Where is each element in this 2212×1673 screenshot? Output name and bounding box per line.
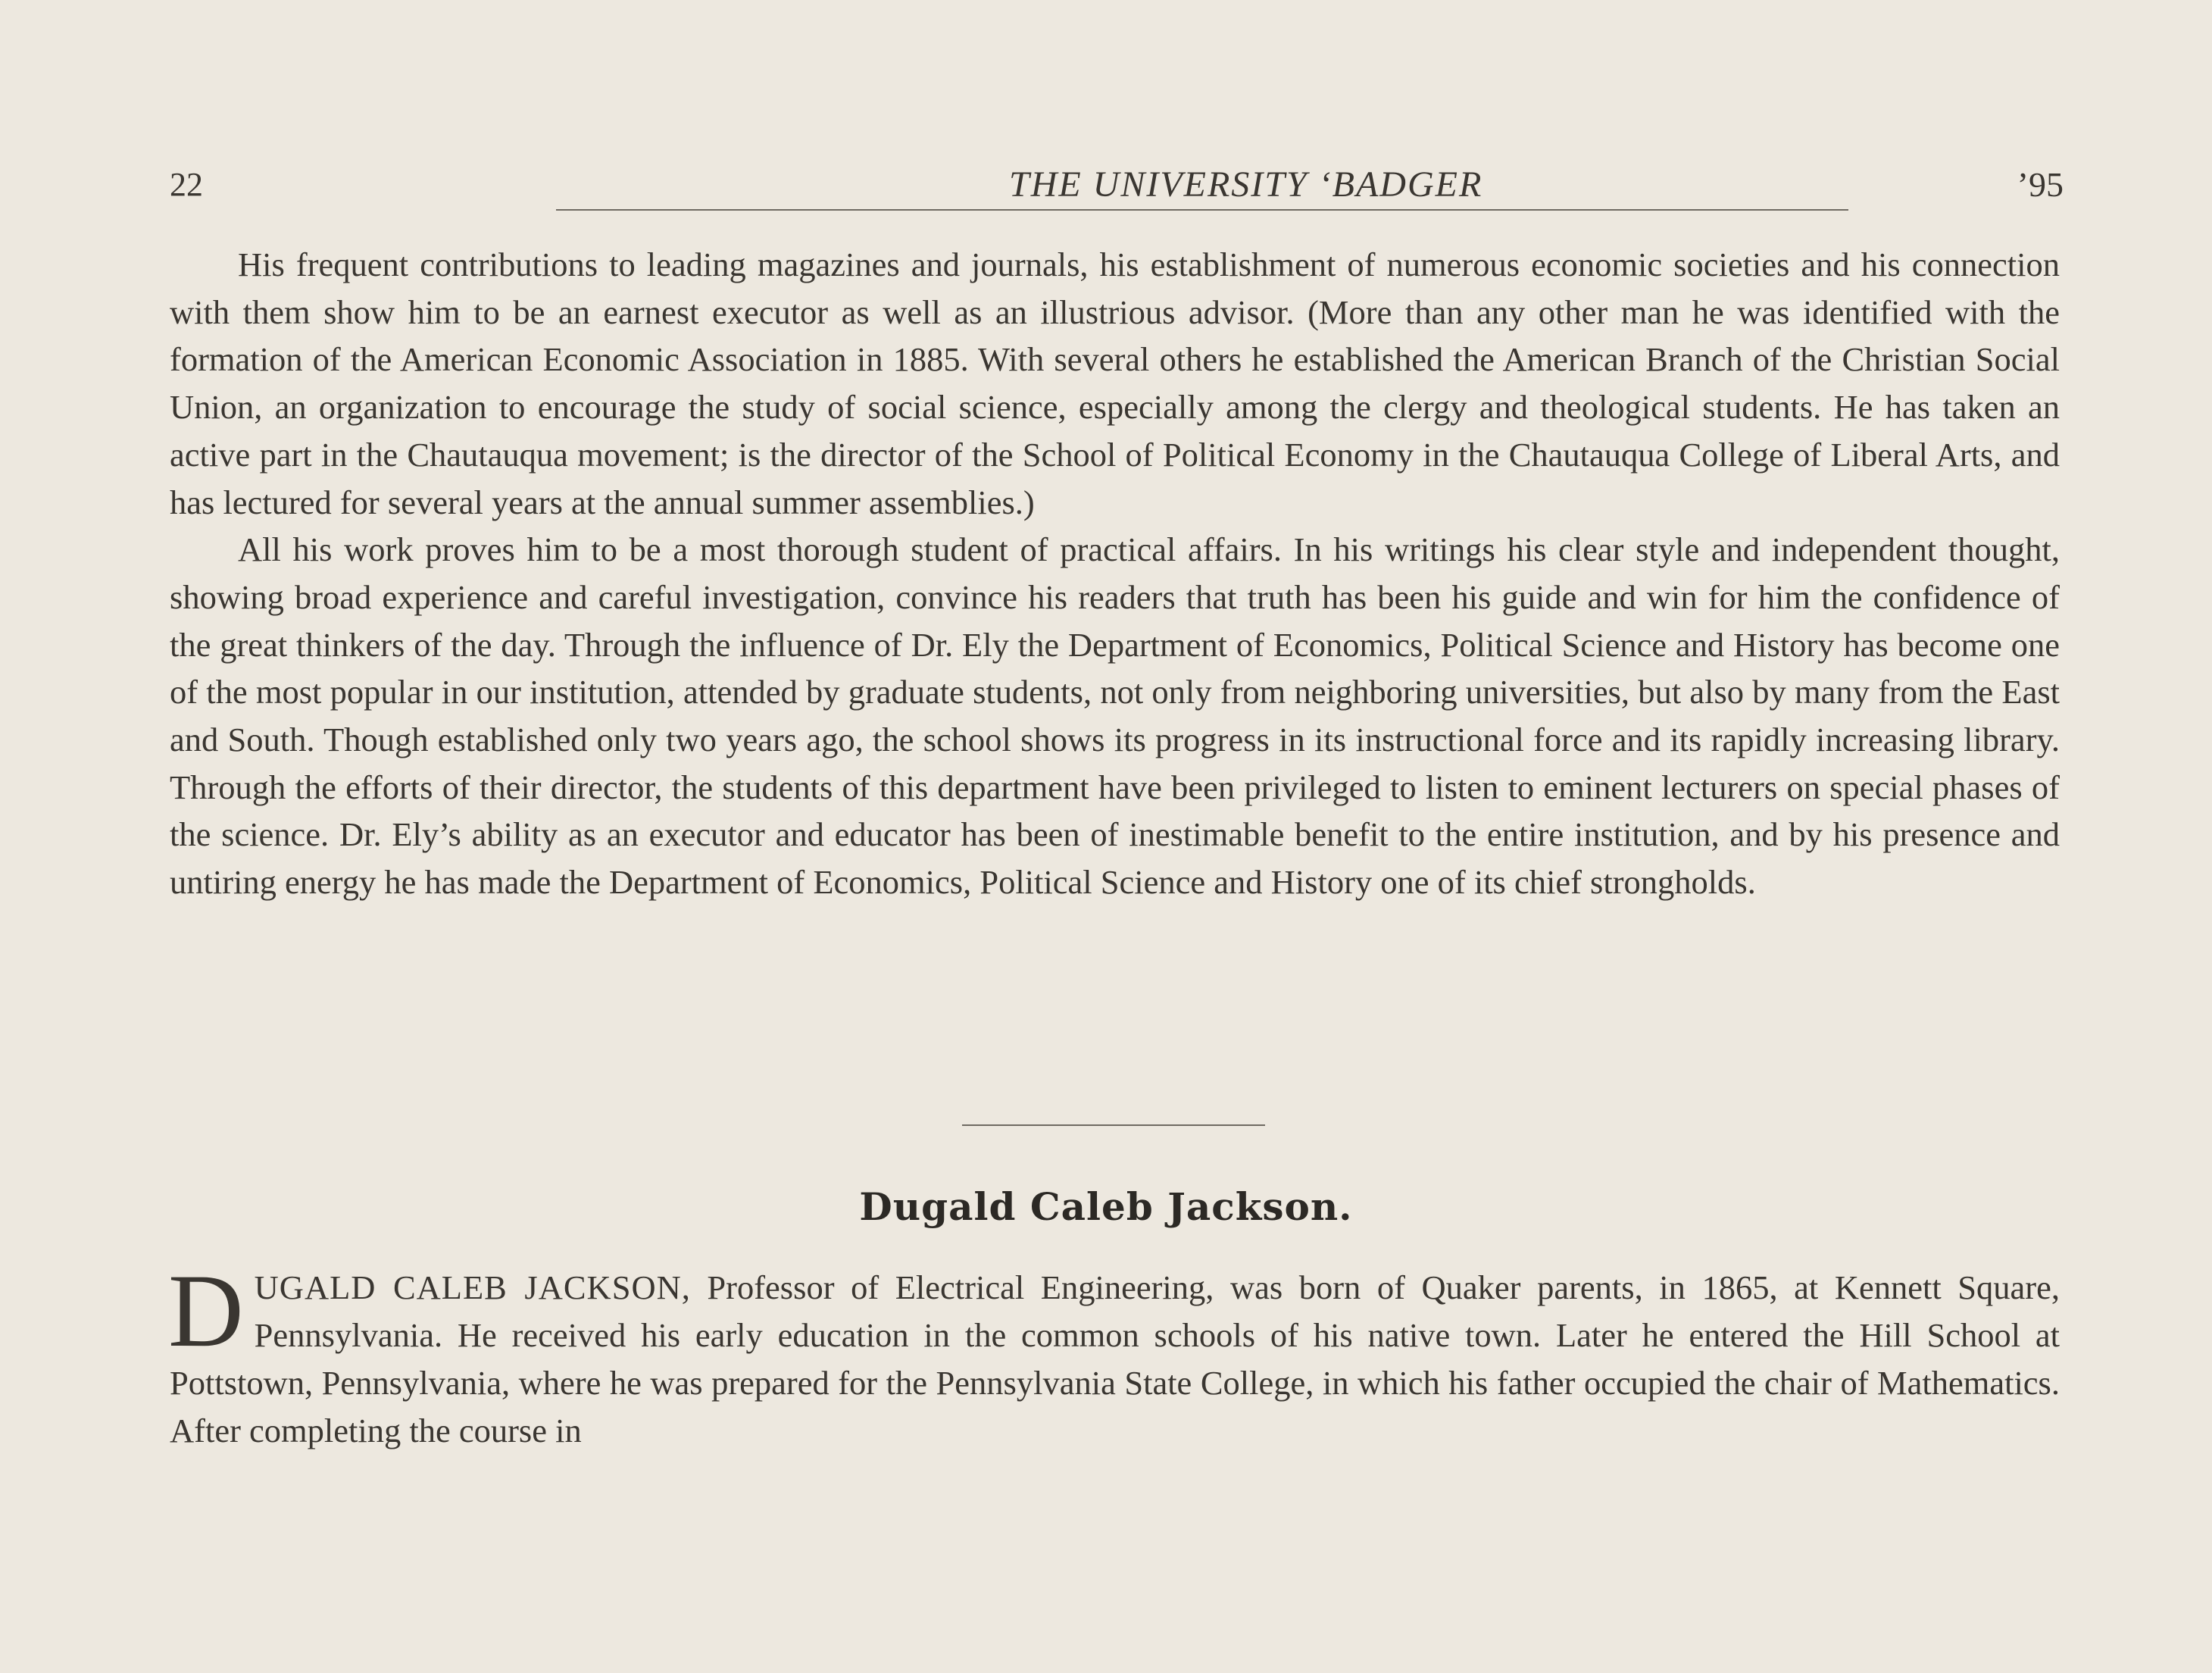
section-two-text: Professor of Electrical Engineering, was born of Quaker parents, in 1865, at Kennett Square, Pennsylvania. He received his early education in the common schools of his native town. Later he entered the Hill School at Pottstown, Pennsylvania, where he was prepared for the Pennsylvania State College, in which his father occupied the chair of Mathematics. After completing the course in [170,1268,2060,1449]
section-one-body [170,241,2060,906]
lead-caps: UGALD CALEB JACKSON, [254,1268,691,1306]
section-two-body [168,1252,2060,1455]
drop-cap: D [168,1252,244,1368]
running-year: ’95 [2017,165,2064,204]
header-rule [556,209,1848,211]
section-separator [962,1124,1265,1126]
paragraph: All his work proves him to be a most thorough student of practical affairs. In his writings his clear style and independent thought, showing broad experience and careful investigation, convince his readers that truth has been his guide and win for him the confidence of the great thinkers of the day. Through the influence of Dr. Ely the Department of Economics, Political Science and History has become one of the most popular in our institution, attended by graduate students, not only from neighboring universities, but also by many from the East and South. Though established only two years ago, the school shows its progress in its instructional force and its rapidly increasing library. Through the efforts of their director, the students of this department have been privileged to listen to eminent lecturers on special phases of the science. Dr. Ely’s ability as an executor and educator has been of inestimable benefit to the entire institution, and by his presence and untiring energy he has made the Department of Economics, Political Science and History one of its chief strongholds. [170,530,2060,902]
page-number: 22 [170,166,203,203]
running-head [170,162,2064,215]
running-title: THE UNIVERSITY ‘BADGER [1009,164,1483,205]
section-heading: Dugald Caleb Jackson. [859,1184,1353,1229]
paragraph: His frequent contributions to leading magazines and journals, his establishment of numerous economic societies and his connection with them show him to be an earnest executor as well as an illustrious advisor. (More than any other man he was identified with the formation of the American Economic Association in 1885. With several others he established the American Branch of the Christian Social Union, an organization to encourage the study of social science, especially among the clergy and theological students. He has taken an active part in the Chautauqua movement; is the director of the School of Political Economy in the Chautauqua College of Liberal Arts, and has lectured for several years at the annual summer assemblies.) [170,245,2060,521]
